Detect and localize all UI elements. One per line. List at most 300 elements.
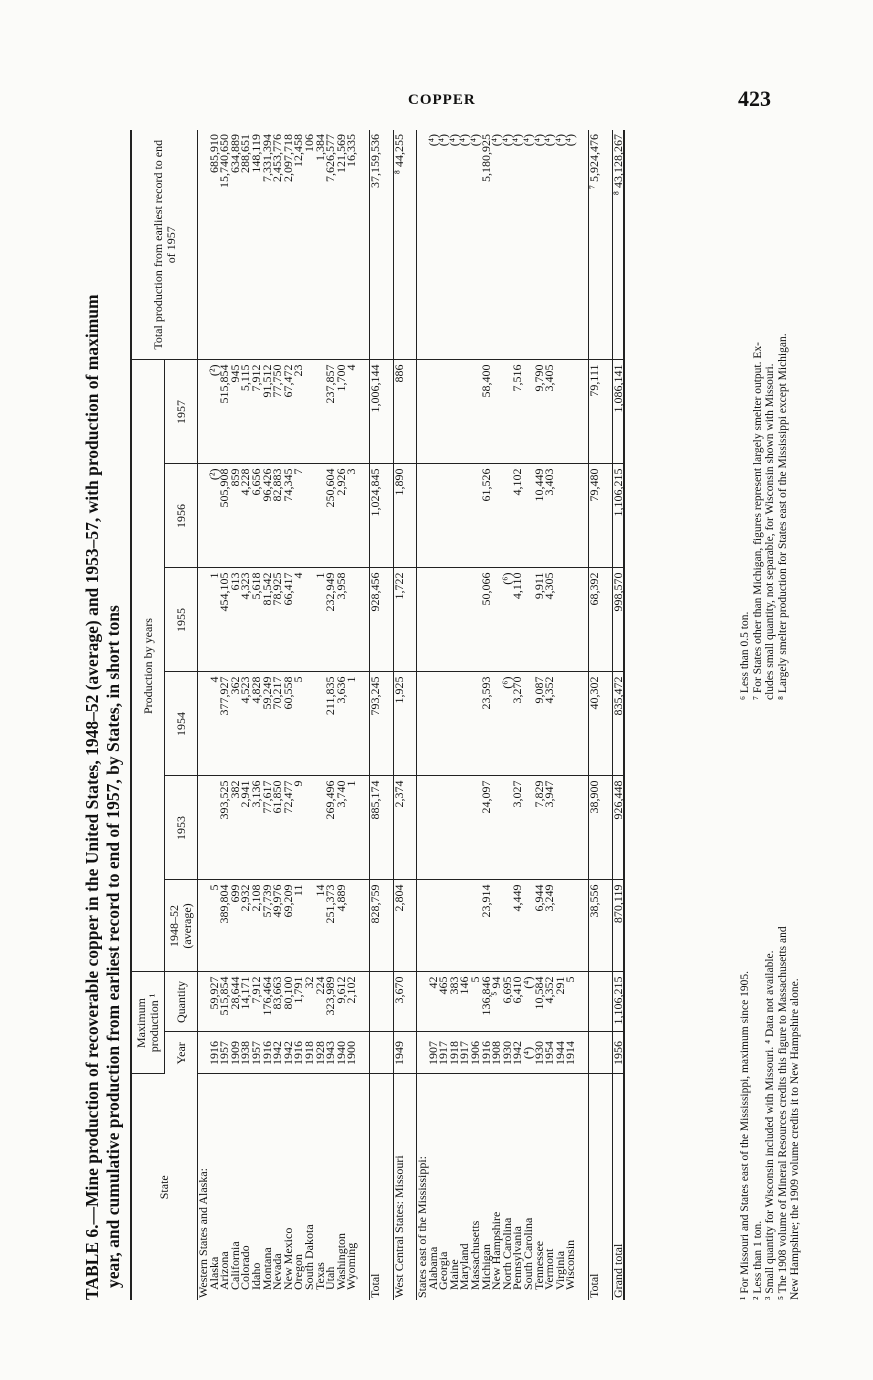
val-1955-cell: (⁶) <box>502 568 513 672</box>
val-1955-cell: 4,110 <box>512 568 523 672</box>
max-year-cell: (⁴) <box>523 1032 534 1074</box>
total-production-cell: ⁸ 44,255 <box>393 130 404 360</box>
val-1954-cell: 362 <box>230 672 241 776</box>
val-1953-cell: 926,448 <box>612 776 624 880</box>
val-1954-cell <box>565 672 576 776</box>
table-row <box>481 130 492 1300</box>
val-1954-cell: 4,828 <box>251 672 262 776</box>
val-1954-cell: 4,352 <box>544 672 555 776</box>
max-year-cell: 1900 <box>346 1032 357 1074</box>
val-1955-cell: 4,305 <box>544 568 555 672</box>
val-1956-cell <box>417 464 428 568</box>
val-1953-cell: 885,174 <box>369 776 380 880</box>
val-1955-cell: 4 <box>293 568 304 672</box>
val-1957-cell <box>565 360 576 464</box>
val-1955-cell <box>555 568 566 672</box>
val-1954-cell: 3,270 <box>512 672 523 776</box>
val-1956-cell: 7 <box>293 464 304 568</box>
val-1955-cell: 998,570 <box>612 568 624 672</box>
val-1956-cell: 74,345 <box>283 464 294 568</box>
col-header-1955: 1955 <box>165 568 198 672</box>
val-1954-cell: 5 <box>293 672 304 776</box>
group-header-row <box>417 130 428 1300</box>
val-1957-cell: 9,790 <box>534 360 545 464</box>
avg-1948-52-cell: 699 <box>230 880 241 972</box>
total-production-cell: 634,889 <box>230 130 241 360</box>
val-1953-cell <box>304 776 315 880</box>
val-1953-cell: 72,477 <box>283 776 294 880</box>
val-1955-cell <box>459 568 470 672</box>
spacer-row <box>576 130 589 1300</box>
val-1957-cell: 237,857 <box>325 360 336 464</box>
val-1956-cell: 1,106,215 <box>612 464 624 568</box>
total-production-cell: (⁴) <box>491 130 502 360</box>
val-1957-cell: 1,006,144 <box>369 360 380 464</box>
max-quantity-cell: 465 <box>438 972 449 1032</box>
val-1953-cell <box>565 776 576 880</box>
max-year-cell: 1957 <box>251 1032 262 1074</box>
max-year-cell: 1918 <box>449 1032 460 1074</box>
state-cell: Montana <box>259 1247 274 1290</box>
val-1957-cell: 1,086,141 <box>612 360 624 464</box>
state-cell: Total <box>369 1074 380 1300</box>
max-quantity-cell: 291 <box>555 972 566 1032</box>
val-1956-cell: 3 <box>346 464 357 568</box>
spacer-row <box>381 130 394 1300</box>
max-year-cell: 1942 <box>283 1032 294 1074</box>
state-cell: South Carolina <box>521 1217 536 1290</box>
col-header-maximum: Maximum production ¹ <box>131 972 165 1074</box>
table-body <box>198 130 625 1300</box>
val-1955-cell <box>304 568 315 672</box>
total-production-cell: 1,384 <box>315 130 326 360</box>
state-cell: Georgia <box>436 1251 451 1290</box>
state-cell <box>357 1074 370 1300</box>
max-year-cell: 1908 <box>491 1032 502 1074</box>
table-row <box>565 130 576 1300</box>
rotated-table-page <box>82 130 801 1300</box>
footnote-5: ⁵ The 1908 volume of Mineral Resources credits this figure to Massachusetts and <box>776 926 789 1300</box>
max-quantity-cell: 1,106,215 <box>612 972 624 1032</box>
table-row <box>555 130 566 1300</box>
avg-1948-52-cell: 14 <box>315 880 326 972</box>
val-1956-cell: 4,228 <box>240 464 251 568</box>
state-cell: North Carolina <box>499 1217 514 1290</box>
state-cell: Arizona <box>217 1251 232 1290</box>
table-row <box>459 130 470 1300</box>
val-1953-cell: 3,740 <box>336 776 347 880</box>
val-1955-cell <box>565 568 576 672</box>
max-quantity-cell: 28,644 <box>230 972 241 1032</box>
spacer-row <box>600 130 613 1300</box>
state-cell: Idaho <box>248 1262 263 1290</box>
table-row <box>209 130 220 1300</box>
col-header-1948-52: 1948–52 (average) <box>165 880 198 972</box>
max-year-cell: 1944 <box>555 1032 566 1074</box>
max-quantity-cell: 136,846 <box>481 972 492 1032</box>
val-1957-cell <box>428 360 439 464</box>
val-1954-cell <box>198 672 209 776</box>
val-1957-cell: 945 <box>230 360 241 464</box>
avg-1948-52-cell: 870,119 <box>612 880 624 972</box>
state-cell: New Hampshire <box>489 1211 504 1290</box>
val-1953-cell: 269,496 <box>325 776 336 880</box>
total-production-cell: (⁴) <box>502 130 513 360</box>
val-1953-cell: 3,947 <box>544 776 555 880</box>
val-1954-cell: 211,835 <box>325 672 336 776</box>
spacer-row <box>404 130 417 1300</box>
table-row <box>512 130 523 1300</box>
footnote-8: ⁸ Largely smelter production for States east of the Mississippi except Michigan. <box>776 333 789 700</box>
state-cell: Alabama <box>425 1246 440 1290</box>
val-1957-cell <box>417 360 428 464</box>
val-1954-cell: (⁶) <box>502 672 513 776</box>
val-1954-cell: 9,087 <box>534 672 545 776</box>
total-production-cell: 15,740,650 <box>219 130 230 360</box>
val-1953-cell: 9 <box>293 776 304 880</box>
max-quantity-cell: 10,584 <box>534 972 545 1032</box>
max-quantity-cell: 9,612 <box>336 972 347 1032</box>
avg-1948-52-cell <box>428 880 439 972</box>
val-1953-cell <box>404 776 417 880</box>
val-1957-cell <box>449 360 460 464</box>
val-1957-cell: 91,512 <box>262 360 273 464</box>
total-production-cell: ⁸ 43,128,267 <box>612 130 624 360</box>
val-1953-cell: 2,941 <box>240 776 251 880</box>
max-quantity-cell <box>369 972 380 1032</box>
val-1957-cell: 23 <box>293 360 304 464</box>
val-1954-cell <box>404 672 417 776</box>
max-quantity-cell: 4,352 <box>544 972 555 1032</box>
max-year-cell: 1906 <box>470 1032 481 1074</box>
state-cell: Wisconsin <box>563 1239 578 1290</box>
val-1955-cell: 9,911 <box>534 568 545 672</box>
val-1956-cell <box>438 464 449 568</box>
val-1955-cell <box>428 568 439 672</box>
total-production-cell: (⁴) <box>428 130 439 360</box>
val-1953-cell: 61,850 <box>272 776 283 880</box>
max-year-cell: 1917 <box>459 1032 470 1074</box>
max-year-cell: 1938 <box>240 1032 251 1074</box>
max-year-cell: 1909 <box>230 1032 241 1074</box>
val-1955-cell: 5,618 <box>251 568 262 672</box>
avg-1948-52-cell <box>565 880 576 972</box>
max-quantity-cell: 80,100 <box>283 972 294 1032</box>
val-1957-cell: 4 <box>346 360 357 464</box>
max-quantity-cell: 383 <box>449 972 460 1032</box>
avg-1948-52-cell: 2,932 <box>240 880 251 972</box>
max-quantity-cell: 515,854 <box>219 972 230 1032</box>
max-year-cell: 1928 <box>315 1032 326 1074</box>
state-cell: Massachusetts <box>468 1220 483 1290</box>
avg-1948-52-cell <box>459 880 470 972</box>
avg-1948-52-cell <box>346 880 357 972</box>
table-row <box>502 130 513 1300</box>
state-cell: Oregon <box>291 1254 306 1290</box>
col-header-state: State <box>131 1074 198 1300</box>
val-1955-cell: 928,456 <box>369 568 380 672</box>
avg-1948-52-cell: 4,889 <box>336 880 347 972</box>
total-production-cell: 16,335 <box>346 130 357 360</box>
total-production-cell: (⁴) <box>512 130 523 360</box>
max-year-cell: 1916 <box>293 1032 304 1074</box>
max-year-cell: 1916 <box>262 1032 273 1074</box>
val-1955-cell: 1 <box>209 568 220 672</box>
max-year-cell: 1943 <box>325 1032 336 1074</box>
avg-1948-52-cell: 2,108 <box>251 880 262 972</box>
val-1957-cell: 1,700 <box>336 360 347 464</box>
max-quantity-cell: ⁵ 94 <box>491 972 502 1032</box>
val-1956-cell: 2,926 <box>336 464 347 568</box>
val-1954-cell: 377,927 <box>219 672 230 776</box>
max-quantity-cell: 5 <box>470 972 481 1032</box>
val-1953-cell: 1 <box>346 776 357 880</box>
spacer-row <box>357 130 370 1300</box>
max-quantity-cell: 42 <box>428 972 439 1032</box>
val-1954-cell: 70,217 <box>272 672 283 776</box>
val-1957-cell: 7,912 <box>251 360 262 464</box>
avg-1948-52-cell: 6,944 <box>534 880 545 972</box>
val-1957-cell: 79,111 <box>589 360 600 464</box>
total-production-cell: 5,180,925 <box>481 130 492 360</box>
total-production-cell: (⁴) <box>470 130 481 360</box>
table-row <box>272 130 283 1300</box>
val-1955-cell: 50,066 <box>481 568 492 672</box>
table-row <box>251 130 262 1300</box>
state-cell: Maine <box>446 1259 461 1290</box>
footnote-7: ⁷ For States other than Michigan, figures represent largely smelter output. Ex- <box>751 342 764 700</box>
table-row <box>230 130 241 1300</box>
avg-1948-52-cell: 57,739 <box>262 880 273 972</box>
table-row <box>336 130 347 1300</box>
table-row <box>369 130 380 1300</box>
val-1957-cell: (²) <box>209 360 220 464</box>
state-cell: Alaska <box>206 1256 221 1290</box>
val-1954-cell: 4,523 <box>240 672 251 776</box>
avg-1948-52-cell: 3,249 <box>544 880 555 972</box>
state-cell: Western States and Alaska: <box>196 1167 210 1298</box>
val-1957-cell <box>555 360 566 464</box>
total-production-cell: (⁴) <box>555 130 566 360</box>
col-header-quantity: Quantity <box>165 972 198 1032</box>
val-1954-cell: 3,636 <box>336 672 347 776</box>
col-header-total: Total production from earliest record to end of 1957 <box>131 130 198 360</box>
state-cell: Wyoming <box>344 1242 359 1290</box>
val-1956-cell <box>555 464 566 568</box>
max-quantity-cell: 83,663 <box>272 972 283 1032</box>
table-row <box>240 130 251 1300</box>
val-1956-cell: (²) <box>209 464 220 568</box>
val-1956-cell: 10,449 <box>534 464 545 568</box>
val-1953-cell: 2,374 <box>393 776 404 880</box>
val-1955-cell: 1,722 <box>393 568 404 672</box>
max-quantity-cell <box>589 972 600 1032</box>
total-production-cell: (⁴) <box>438 130 449 360</box>
max-year-cell: 1917 <box>438 1032 449 1074</box>
avg-1948-52-cell: 389,804 <box>219 880 230 972</box>
avg-1948-52-cell <box>491 880 502 972</box>
max-year-cell: 1942 <box>512 1032 523 1074</box>
val-1953-cell <box>555 776 566 880</box>
max-year-cell: 1916 <box>481 1032 492 1074</box>
val-1953-cell <box>459 776 470 880</box>
total-production-cell: (⁴) <box>565 130 576 360</box>
footnote-6: ⁶ Less than 0.5 ton. <box>739 611 751 700</box>
max-year-cell: 1942 <box>272 1032 283 1074</box>
val-1956-cell <box>404 464 417 568</box>
avg-1948-52-cell: 38,556 <box>589 880 600 972</box>
val-1956-cell: 61,526 <box>481 464 492 568</box>
val-1957-cell: 886 <box>393 360 404 464</box>
val-1954-cell <box>555 672 566 776</box>
max-year-cell: 1954 <box>544 1032 555 1074</box>
max-year-cell <box>576 1032 589 1074</box>
max-quantity-cell: 14,171 <box>240 972 251 1032</box>
avg-1948-52-cell: 23,914 <box>481 880 492 972</box>
val-1955-cell <box>438 568 449 672</box>
val-1955-cell: 4,323 <box>240 568 251 672</box>
val-1954-cell: 1 <box>346 672 357 776</box>
table-row <box>325 130 336 1300</box>
max-quantity-cell: (⁴) <box>523 972 534 1032</box>
val-1954-cell: 1,925 <box>393 672 404 776</box>
val-1954-cell: 4 <box>209 672 220 776</box>
val-1954-cell <box>438 672 449 776</box>
max-quantity-cell: 224 <box>315 972 326 1032</box>
total-production-cell: 2,453,776 <box>272 130 283 360</box>
avg-1948-52-cell: 2,804 <box>393 880 404 972</box>
total-production-cell <box>404 130 417 360</box>
table-row <box>491 130 502 1300</box>
total-production-cell: 7,626,577 <box>325 130 336 360</box>
total-production-cell <box>417 130 428 360</box>
max-year-cell <box>369 1032 380 1074</box>
state-cell: California <box>227 1241 242 1290</box>
val-1956-cell: 82,883 <box>272 464 283 568</box>
table-row <box>219 130 230 1300</box>
val-1953-cell: 38,900 <box>589 776 600 880</box>
table-row <box>544 130 555 1300</box>
state-cell: Maryland <box>457 1243 472 1290</box>
val-1956-cell <box>565 464 576 568</box>
state-cell: Colorado <box>238 1245 253 1290</box>
state-cell: New Mexico <box>280 1227 295 1290</box>
max-year-cell <box>357 1032 370 1074</box>
table-row <box>589 130 600 1300</box>
col-header-year: Year <box>165 1032 198 1074</box>
footnote-5-cont: New Hampshire; the 1909 volume credits it to New Hampshire alone. <box>789 978 801 1300</box>
table-row <box>346 130 357 1300</box>
val-1954-cell: 60,558 <box>283 672 294 776</box>
val-1956-cell <box>428 464 439 568</box>
val-1957-cell <box>459 360 470 464</box>
col-header-1954: 1954 <box>165 672 198 776</box>
val-1955-cell <box>417 568 428 672</box>
max-quantity-cell: 2,102 <box>346 972 357 1032</box>
val-1954-cell: 59,249 <box>262 672 273 776</box>
val-1955-cell: 454,105 <box>219 568 230 672</box>
total-production-cell: ⁷ 5,924,476 <box>589 130 600 360</box>
val-1956-cell: 96,426 <box>262 464 273 568</box>
val-1956-cell: 859 <box>230 464 241 568</box>
max-quantity-cell: 59,927 <box>209 972 220 1032</box>
val-1957-cell <box>438 360 449 464</box>
max-quantity-cell <box>576 972 589 1032</box>
val-1954-cell <box>459 672 470 776</box>
table-row <box>315 130 326 1300</box>
state-cell: South Dakota <box>301 1224 316 1290</box>
page-number: 423 <box>738 86 771 111</box>
table-row <box>393 130 404 1300</box>
val-1953-cell: 3,136 <box>251 776 262 880</box>
max-year-cell: 1907 <box>428 1032 439 1074</box>
val-1953-cell <box>198 776 209 880</box>
val-1953-cell: 3,027 <box>512 776 523 880</box>
state-cell: Tennessee <box>531 1240 546 1290</box>
val-1957-cell <box>304 360 315 464</box>
caption-line-2: year, and cumulative production from earliest record to end of 1957, by States, in short tons <box>103 605 123 1288</box>
val-1953-cell <box>438 776 449 880</box>
state-cell <box>576 1074 589 1300</box>
state-cell: Nevada <box>270 1253 285 1290</box>
total-production-cell: (⁴) <box>449 130 460 360</box>
state-cell: Vermont <box>542 1248 557 1290</box>
val-1956-cell <box>459 464 470 568</box>
val-1957-cell <box>491 360 502 464</box>
val-1956-cell: 3,403 <box>544 464 555 568</box>
val-1957-cell: 515,854 <box>219 360 230 464</box>
table-row <box>534 130 545 1300</box>
val-1956-cell <box>304 464 315 568</box>
val-1955-cell: 232,949 <box>325 568 336 672</box>
avg-1948-52-cell: 828,759 <box>369 880 380 972</box>
total-production-cell: 148,119 <box>251 130 262 360</box>
val-1955-cell <box>198 568 209 672</box>
max-year-cell: 1956 <box>612 1032 624 1074</box>
val-1953-cell: 393,525 <box>219 776 230 880</box>
total-production-cell: 12,458 <box>293 130 304 360</box>
max-year-cell <box>589 1032 600 1074</box>
total-production-cell: 7,331,394 <box>262 130 273 360</box>
footnote-2: ² Less than 1 ton. <box>751 1220 764 1300</box>
table-row <box>523 130 534 1300</box>
state-cell: Michigan <box>478 1244 493 1290</box>
val-1953-cell <box>491 776 502 880</box>
group-header-row <box>198 130 209 1300</box>
max-year-cell: 1949 <box>393 1032 404 1074</box>
val-1955-cell: 78,925 <box>272 568 283 672</box>
avg-1948-52-cell: 251,373 <box>325 880 336 972</box>
max-quantity-cell <box>404 972 417 1032</box>
col-header-1953: 1953 <box>165 776 198 880</box>
state-cell: Total <box>589 1074 600 1300</box>
state-cell: Texas <box>312 1262 327 1290</box>
total-production-cell: (⁴) <box>459 130 470 360</box>
avg-1948-52-cell: 4,449 <box>512 880 523 972</box>
table-row <box>612 130 624 1300</box>
max-year-cell: 1930 <box>502 1032 513 1074</box>
col-header-1956: 1956 <box>165 464 198 568</box>
max-quantity-cell: 5 <box>565 972 576 1032</box>
val-1957-cell: 58,400 <box>481 360 492 464</box>
val-1953-cell: 24,097 <box>481 776 492 880</box>
max-quantity-cell: 176,464 <box>262 972 273 1032</box>
avg-1948-52-cell <box>404 880 417 972</box>
table-row <box>428 130 439 1300</box>
total-production-cell: (⁴) <box>544 130 555 360</box>
val-1954-cell <box>449 672 460 776</box>
val-1955-cell <box>346 568 357 672</box>
